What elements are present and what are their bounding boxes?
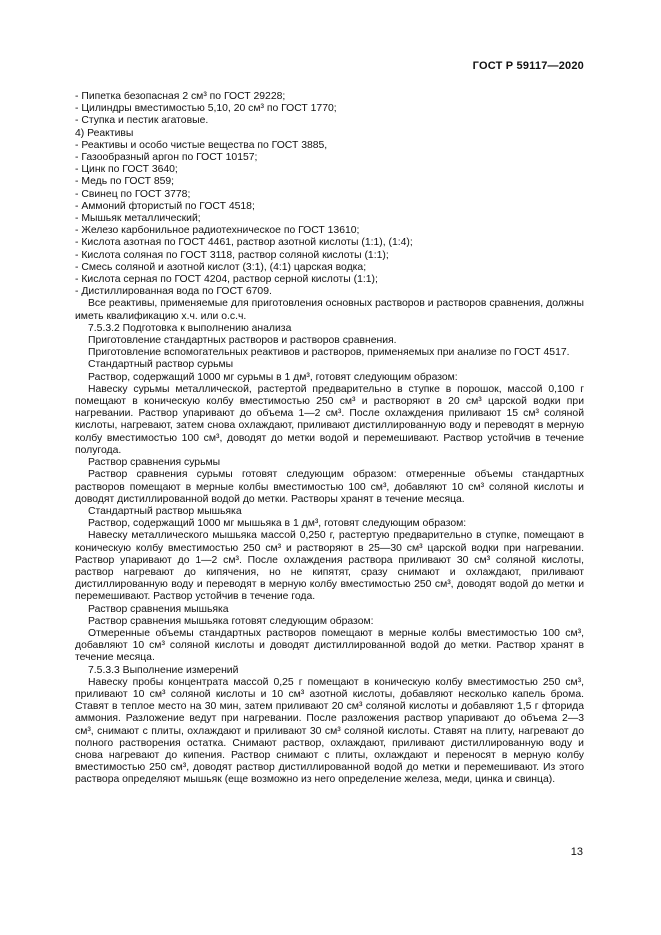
paragraph: Раствор сравнения сурьмы готовят следующим образом: отмеренные объемы стандартных растворов помещают в мерные колбы вместимостью 100 см³, добавляют 10 см³ соляной кислоты и доводят дистиллированной водой до метки. Растворы хранят в течение месяца.: [75, 469, 584, 505]
list-item: - Дистиллированная вода по ГОСТ 6709.: [75, 286, 272, 298]
list-item: - Свинец по ГОСТ 3778;: [75, 188, 191, 200]
list-item: - Кислота соляная по ГОСТ 3118, раствор соляной кислоты (1:1);: [75, 249, 389, 261]
paragraph: Приготовление стандартных растворов и растворов сравнения.: [88, 335, 397, 347]
list-item: - Газообразный аргон по ГОСТ 10157;: [75, 152, 258, 164]
standard-header: ГОСТ Р 59117—2020: [472, 60, 584, 72]
list-item: - Цинк по ГОСТ 3640;: [75, 164, 178, 176]
subheading: Раствор сравнения сурьмы: [88, 457, 221, 469]
paragraph: Раствор, содержащий 1000 мг мышьяка в 1 дм³, готовят следующим образом:: [88, 518, 467, 530]
list-item: - Мышьяк металлический;: [75, 213, 201, 225]
paragraph: Навеску пробы концентрата массой 0,25 г помещают в коническую колбу вместимостью 250 см³, приливают 10 см³ соляной кислоты и 10 см³ азотной кислоты, добавляют несколько капель брома. Ставят в теплое место на 30 мин, затем приливают 20 см³ соляной кислоты и добавляют 1,5 г фторида аммония. Разложение ведут при нагревании. После разложения раствор упаривают до объема 2—3 см³, снимают с плиты, охлаждают и приливают 30 см³ соляной кислоты. Ставят на плиту, нагревают до полного растворения остатка. Снимают раствор, охлаждают, приливают дистиллированную воду и снова нагревают до кипения. Раствор снимают с плиты, охлаждают и переносят в мерную колбу вместимостью 250 см³, доводят раствор дистиллированной водой до метки и перемешивают. Из этого раствора определяют мышьяк (еще возможно из него определение железа, меди, цинка и свинца).: [75, 676, 584, 786]
paragraph: Навеску сурьмы металлической, растертой предварительно в ступке в порошок, массой 0,100 г помещают в коническую колбу вместимостью 250 см³ и растворяют в 20 см³ царской водки при нагревании. Раствор упаривают до объема 1—2 см³. После охлаждения приливают 15 см³ соляной кислоты, нагревают, затем снова охлаждают, приливают дистиллированную воду и переводят в мерную колбу вместимостью 100 см³, доводят до метки водой и перемешивают. Раствор устойчив в течение полугода.: [75, 383, 584, 456]
paragraph: Навеску металлического мышьяка массой 0,250 г, растертую предварительно в ступке, помещают в коническую колбу вместимостью 250 см³ и растворяют в 25—30 см³ царской водки при нагревании. Раствор упаривают до 1—2 см³. После охлаждения раствора приливают 30 см³ соляной кислоты, раствор нагревают до кипячения, но не кипятят, сразу снимают и охлаждают, приливают дистиллированную воду и переводят в мерную колбу вместимостью 250 см³, доводят водой до метки и перемешивают. Раствор устойчив в течение года.: [75, 530, 584, 603]
subheading: Стандартный раствор мышьяка: [88, 505, 242, 517]
paragraph: Отмеренные объемы стандартных растворов помещают в мерные колбы вместимостью 100 см³, добавляют 10 см³ соляной кислоты и доводят дистиллированной водой до метки. Раствор хранят в течение месяца.: [75, 627, 584, 664]
list-item: - Кислота азотная по ГОСТ 4461, раствор азотной кислоты (1:1), (1:4);: [75, 237, 413, 249]
list-item: - Медь по ГОСТ 859;: [75, 176, 175, 188]
paragraph: Все реактивы, применяемые для приготовления основных растворов и растворов сравнения, должны иметь квалификацию х.ч. или о.с.ч.: [75, 298, 584, 322]
paragraph: Раствор, содержащий 1000 мг сурьмы в 1 дм³, готовят следующим образом:: [88, 371, 458, 383]
page-content: [75, 91, 584, 787]
equipment-list: [75, 91, 584, 128]
list-item: - Аммоний фтористый по ГОСТ 4518;: [75, 200, 255, 212]
list-item: - Пипетка безопасная 2 см³ по ГОСТ 29228;: [75, 91, 286, 102]
paragraph: Приготовление вспомогательных реактивов и растворов, применяемых при анализе по ГОСТ 4517.: [88, 347, 570, 359]
page-number: 13: [570, 846, 583, 858]
reagents-heading: 4) Реактивы: [75, 127, 134, 139]
list-item: - Цилиндры вместимостью 5,10, 20 см³ по ГОСТ 1770;: [75, 103, 337, 115]
list-item: - Смесь соляной и азотной кислот (3:1), (4:1) царская водка;: [75, 261, 367, 273]
list-item: - Кислота серная по ГОСТ 4204, раствор серной кислоты (1:1);: [75, 274, 378, 286]
subheading: Стандартный раствор сурьмы: [88, 359, 234, 371]
list-item: - Реактивы и особо чистые вещества по ГОСТ 3885,: [75, 139, 328, 151]
paragraph: Раствор сравнения мышьяка готовят следующим образом:: [88, 615, 374, 627]
section-heading: 7.5.3.3 Выполнение измерений: [88, 664, 239, 676]
reagents-list: [75, 140, 584, 299]
list-item: - Железо карбонильное радиотехническое по ГОСТ 13610;: [75, 225, 360, 237]
section-heading: 7.5.3.2 Подготовка к выполнению анализа: [88, 322, 292, 334]
subheading: Раствор сравнения мышьяка: [88, 603, 229, 615]
list-item: - Ступка и пестик агатовые.: [75, 115, 209, 127]
